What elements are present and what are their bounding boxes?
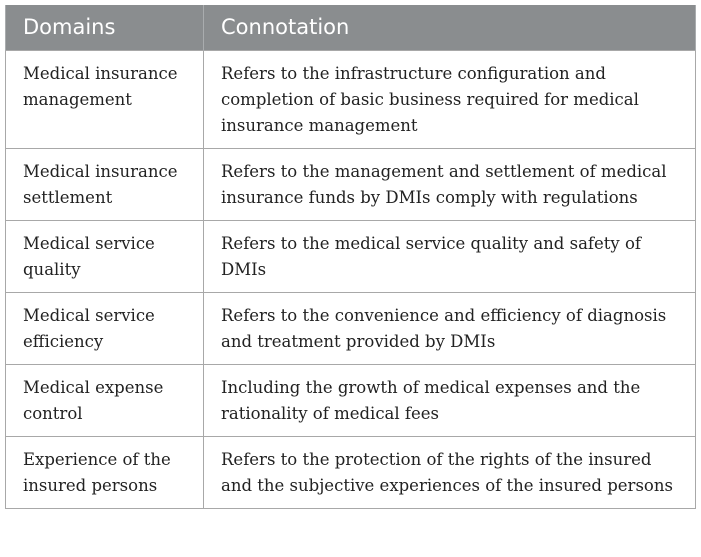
- header-connotation: Connotation: [204, 5, 696, 50]
- table-row: [6, 364, 696, 436]
- domain-cell: Experience of the insured persons: [6, 436, 204, 508]
- table-row: [6, 220, 696, 292]
- table-header-row: [6, 5, 696, 50]
- domains-connotation-table: [5, 5, 696, 509]
- connotation-cell: Refers to the management and settlement of medical insurance funds by DMIs comply with regulations: [204, 148, 696, 220]
- table-row: [6, 292, 696, 364]
- connotation-cell: Refers to the convenience and efficiency of diagnosis and treatment provided by DMIs: [204, 292, 696, 364]
- connotation-cell: Refers to the infrastructure configuration and completion of basic business required for medical insurance management: [204, 50, 696, 148]
- connotation-cell: Refers to the protection of the rights of the insured and the subjective experiences of the insured persons: [204, 436, 696, 508]
- domain-cell: Medical insurance management: [6, 50, 204, 148]
- domain-cell: Medical insurance settlement: [6, 148, 204, 220]
- table-row: [6, 436, 696, 508]
- domain-cell: Medical service efficiency: [6, 292, 204, 364]
- connotation-cell: Including the growth of medical expenses and the rationality of medical fees: [204, 364, 696, 436]
- table-row: [6, 148, 696, 220]
- connotation-cell: Refers to the medical service quality and safety of DMIs: [204, 220, 696, 292]
- table-row: [6, 50, 696, 148]
- header-domains: Domains: [6, 5, 204, 50]
- domain-cell: Medical service quality: [6, 220, 204, 292]
- domain-cell: Medical expense control: [6, 364, 204, 436]
